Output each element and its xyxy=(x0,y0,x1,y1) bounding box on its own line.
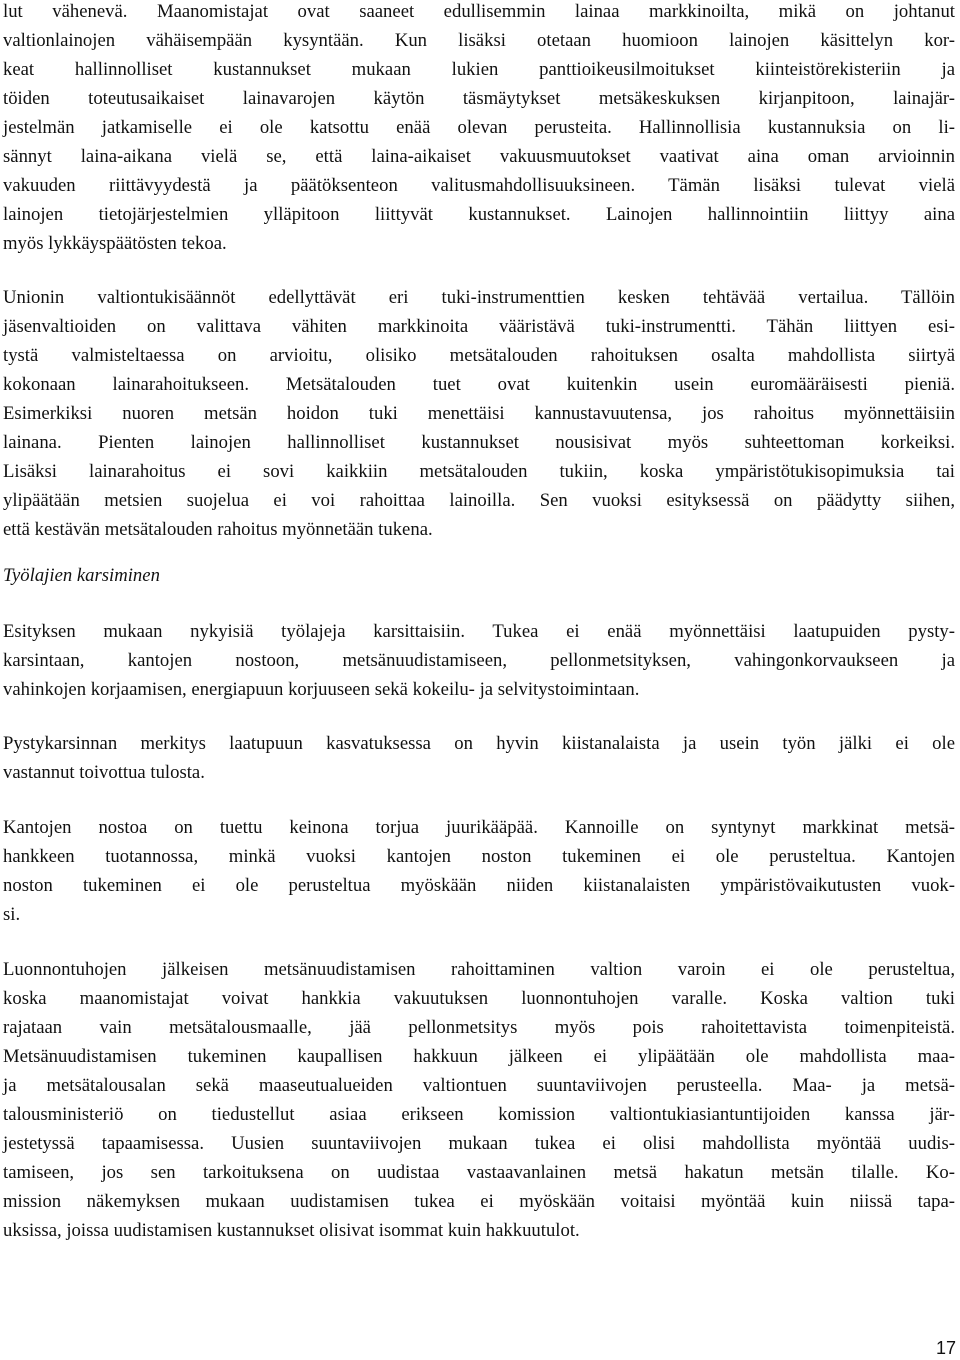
text-line: Esimerkiksi nuoren metsän hoidon tuki menettäisi kannustavuutensa, jos rahoitus myönnettäisiin xyxy=(3,403,955,424)
text-line: Unionin valtiontukisäännöt edellyttävät eri tuki-instrumenttien kesken tehtävää vertailua. Tällöin xyxy=(3,287,955,308)
text-line: myös lykkäyspäätösten tekoa. xyxy=(3,233,227,254)
text-line: ja metsätalousalan sekä maaseutualueiden valtiontuen suuntaviivojen perusteella. Maa- ja metsä- xyxy=(3,1075,955,1096)
text-line: valtionlainojen vähäisempään kysyntään. Kun lisäksi otetaan huomioon lainojen käsittelyn kor- xyxy=(3,30,955,51)
page-number: 17 xyxy=(935,1338,956,1358)
text-line: lainana. Pienten lainojen hallinnolliset kustannukset nousisivat myös suhteettoman korkeiksi. xyxy=(3,432,955,453)
text-line: Metsänuudistamisen tukeminen kaupallisen hakkuun jälkeen ei ylipäätään ole mahdollista maa- xyxy=(3,1046,955,1067)
text-line: töiden toteutusaikaiset lainavarojen käytön täsmäytykset metsäkeskuksen kirjanpitoon, lainajär- xyxy=(3,88,955,109)
text-line: tamiseen, jos sen tarkoituksena on uudistaa vastaavanlainen metsä hakatun metsän tilalle. Ko- xyxy=(3,1162,955,1183)
text-line: Kantojen nostoa on tuettu keinona torjua juurikääpää. Kannoille on syntynyt markkinat metsä- xyxy=(3,817,955,838)
text-line: talousministeriö on tiedustellut asiaa erikseen komission valtiontukiasiantuntijoiden kanssa jär- xyxy=(3,1104,955,1125)
text-line: ylipäätään metsien suojelua ei voi rahoittaa lainoilla. Sen vuoksi esityksessä on päädytty siihen, xyxy=(3,490,955,511)
text-line: vahinkojen korjaamisen, energiapuun korjuuseen sekä kokeilu- ja selvitystoimintaan. xyxy=(3,679,640,700)
text-line: lainojen tietojärjestelmien ylläpitoon liittyvät kustannukset. Lainojen hallinnointiin liittyy aina xyxy=(3,204,955,225)
text-line: vastannut toivottua tulosta. xyxy=(3,762,205,783)
text-line: rajataan vain metsätalousmaalle, jää pellonmetsitys myös pois rahoitettavista toimenpiteistä. xyxy=(3,1017,955,1038)
text-line: mission näkemyksen mukaan uudistamisen tukea ei myöskään voitaisi myöntää kuin niissä tapa- xyxy=(3,1191,955,1212)
text-line: tystä valmisteltaessa on arvioitu, olisiko metsätalouden rahoituksen osalta mahdollista siirtyä xyxy=(3,345,955,366)
text-line: sännyt laina-aikana vielä se, että laina-aikaiset vakuusmuutokset vaativat aina oman arvioinnin xyxy=(3,146,955,167)
text-line: että kestävän metsätalouden rahoitus myönnetään tukena. xyxy=(3,519,433,540)
text-line: Lisäksi lainarahoitus ei sovi kaikkiin metsätalouden tukiin, koska ympäristötukisopimuksia tai xyxy=(3,461,955,482)
text-line: keat hallinnolliset kustannukset mukaan lukien panttioikeusilmoitukset kiinteistörekisteriin ja xyxy=(3,59,955,80)
text-line: koska maanomistajat voivat hankkia vakuutuksen luonnontuhojen varalle. Koska valtion tuki xyxy=(3,988,955,1009)
text-line: karsintaan, kantojen nostoon, metsänuudistamiseen, pellonmetsityksen, vahingonkorvaukseen ja xyxy=(3,650,955,671)
text-line: uksissa, joissa uudistamisen kustannukset olisivat isommat kuin hakkuutulot. xyxy=(3,1220,580,1241)
text-line: hankkeen tuotannossa, minkä vuoksi kantojen noston tukeminen ei ole perusteltua. Kantojen xyxy=(3,846,955,867)
text-line: jestelmän jatkamiselle ei ole katsottu enää olevan perusteita. Hallinnollisia kustannuksia on li- xyxy=(3,117,955,138)
text-line: noston tukeminen ei ole perusteltua myöskään niiden kiistanalaisten ympäristövaikutusten vuok- xyxy=(3,875,955,896)
text-line: jestetyssä tapaamisessa. Uusien suuntaviivojen mukaan tukea ei olisi mahdollista myöntää uudis- xyxy=(3,1133,955,1154)
text-line: lut vähenevä. Maanomistajat ovat saaneet edullisemmin lainaa markkinoilta, mikä on johtanut xyxy=(3,1,955,22)
text-line: Esityksen mukaan nykyisiä työlajeja karsittaisiin. Tukea ei enää myönnettäisi laatupuiden pysty- xyxy=(3,621,955,642)
text-line: jäsenvaltioiden on valittava vähiten markkinoita vääristävä tuki-instrumentti. Tähän liittyen esi- xyxy=(3,316,955,337)
text-line: vakuuden riittävyydestä ja päätöksenteon valitusmahdollisuuksineen. Tämän lisäksi tulevat vielä xyxy=(3,175,955,196)
text-line: Luonnontuhojen jälkeisen metsänuudistamisen rahoittaminen valtion varoin ei ole perusteltua, xyxy=(3,959,955,980)
text-line: Pystykarsinnan merkitys laatupuun kasvatuksessa on hyvin kiistanalaista ja usein työn jälki ei ole xyxy=(3,733,955,754)
section-heading: Työlajien karsiminen xyxy=(3,565,160,586)
text-line: si. xyxy=(3,904,21,925)
text-line: kokonaan lainarahoitukseen. Metsätalouden tuet ovat kuitenkin usein euromääräisesti pieniä. xyxy=(3,374,955,395)
